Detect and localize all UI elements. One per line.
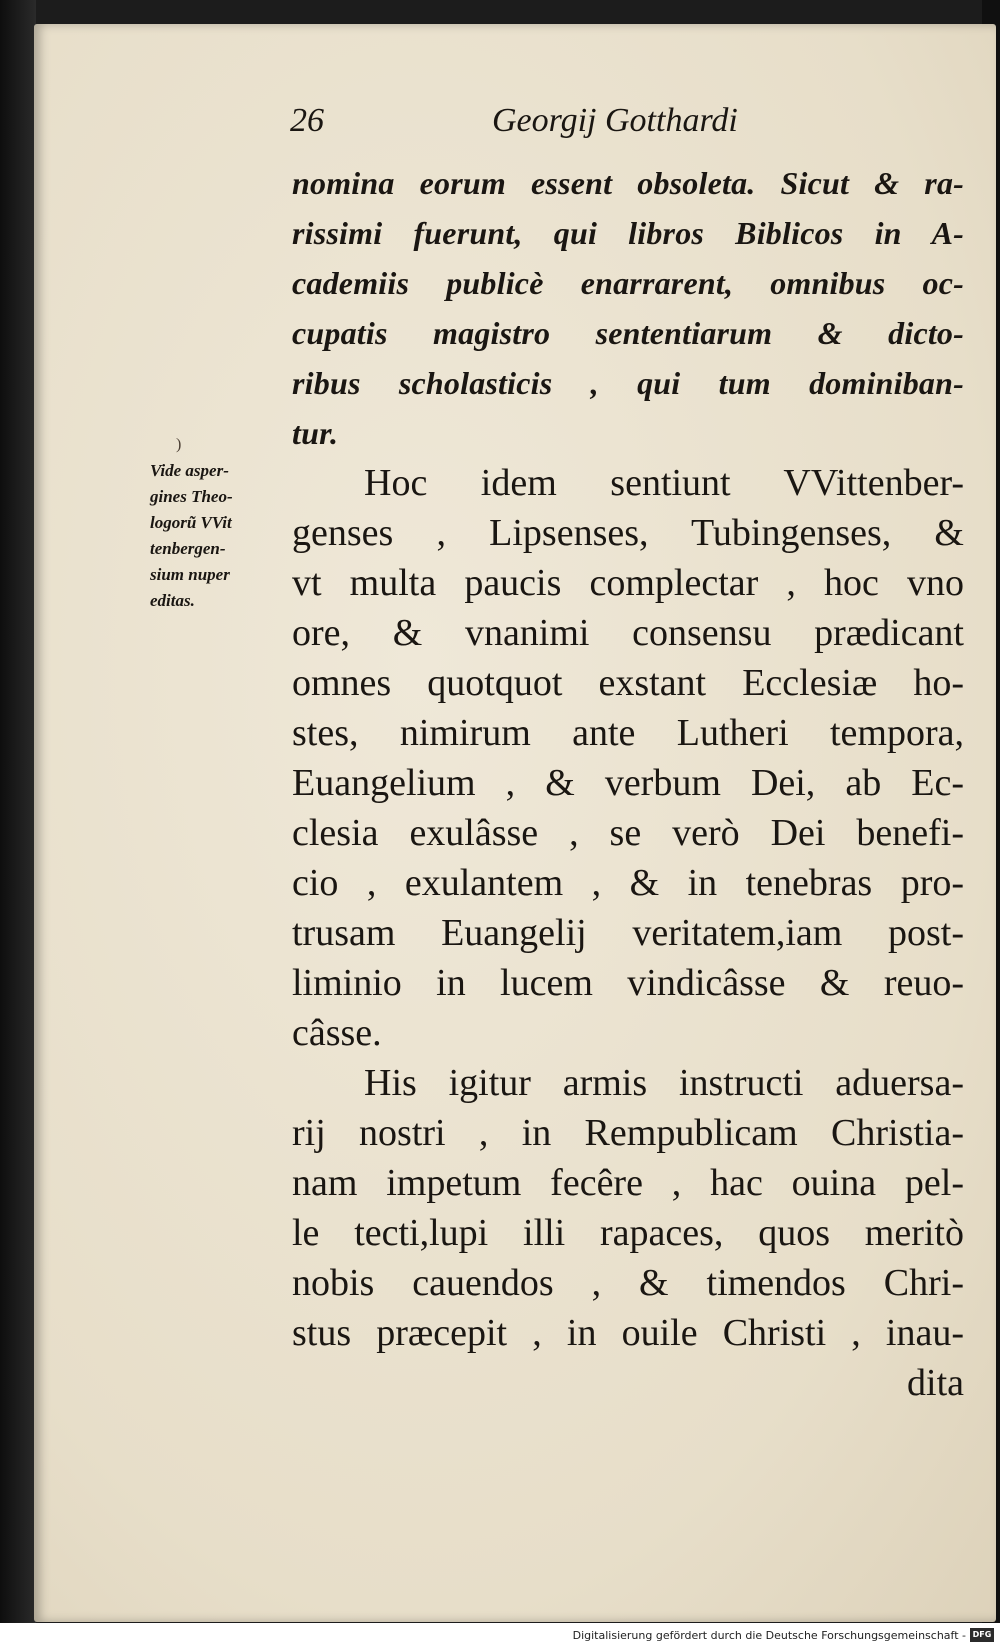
running-head: Georgij Gotthardi bbox=[492, 102, 738, 139]
text-line: nomina eorum essent obsoleta. Sicut & ra- bbox=[292, 165, 964, 201]
text-line: His igitur armis instructi aduersa- bbox=[364, 1062, 964, 1104]
text-line: câsse. bbox=[292, 1012, 382, 1054]
text-line: vt multa paucis complectar , hoc vno bbox=[292, 562, 964, 604]
margin-note bbox=[150, 458, 285, 614]
margin-note-line: gines Theo- bbox=[150, 487, 233, 506]
body-text bbox=[292, 158, 964, 1408]
text-line: trusam Euangelij veritatem,iam post- bbox=[292, 912, 964, 954]
text-line: Euangelium , & verbum Dei, ab Ec- bbox=[292, 762, 964, 804]
text-line: genses , Lipsenses, Tubingenses, & bbox=[292, 512, 964, 554]
text-line: nobis cauendos , & timendos Chri- bbox=[292, 1262, 964, 1304]
margin-mark: ) bbox=[176, 436, 182, 453]
page-number: 26 bbox=[290, 102, 324, 139]
dfg-logo: DFG bbox=[970, 1628, 994, 1642]
text-line: cio , exulantem , & in tenebras pro- bbox=[292, 862, 964, 904]
text-line: clesia exulâsse , se verò Dei benefi- bbox=[292, 812, 964, 854]
text-line: rissimi fuerunt, qui libros Biblicos in A- bbox=[292, 215, 964, 251]
paragraph-1 bbox=[292, 458, 964, 1058]
text-line: ore, & vnanimi consensu prædicant bbox=[292, 612, 964, 654]
text-line: le tecti,lupi illi rapaces, quos meritò bbox=[292, 1212, 964, 1254]
text-line: liminio in lucem vindicâsse & reuo- bbox=[292, 962, 964, 1004]
funding-notice: Digitalisierung gefördert durch die Deutsche Forschungsgemeinschaft - bbox=[572, 1629, 966, 1642]
margin-note-line: tenbergen- bbox=[150, 539, 226, 558]
catchword: dita bbox=[907, 1362, 964, 1404]
margin-note-line: editas. bbox=[150, 591, 195, 610]
text-line: stes, nimirum ante Lutheri tempora, bbox=[292, 712, 964, 754]
text-line: ribus scholasticis , qui tum dominiban- bbox=[292, 365, 964, 401]
scan-edge-left bbox=[0, 0, 36, 1645]
text-line: cademiis publicè enarrarent, omnibus oc- bbox=[292, 265, 964, 301]
text-line: cupatis magistro sententiarum & dicto- bbox=[292, 315, 964, 351]
text-line: omnes quotquot exstant Ecclesiæ ho- bbox=[292, 662, 964, 704]
margin-note-line: logorũ VVit bbox=[150, 513, 232, 532]
text-line: rij nostri , in Rempublicam Christia- bbox=[292, 1112, 964, 1154]
text-line: tur. bbox=[292, 415, 339, 451]
page-header bbox=[290, 102, 790, 146]
italic-block bbox=[292, 158, 964, 458]
text-line: stus præcepit , in ouile Christi , inau- bbox=[292, 1312, 964, 1354]
text-line: nam impetum fecêre , hac ouina pel- bbox=[292, 1162, 964, 1204]
margin-note-line: sium nuper bbox=[150, 565, 230, 584]
text-line: Hoc idem sentiunt VVittenber- bbox=[364, 462, 964, 504]
paragraph-2 bbox=[292, 1058, 964, 1408]
footer-bar bbox=[0, 1623, 1000, 1645]
margin-note-line: Vide asper- bbox=[150, 461, 229, 480]
